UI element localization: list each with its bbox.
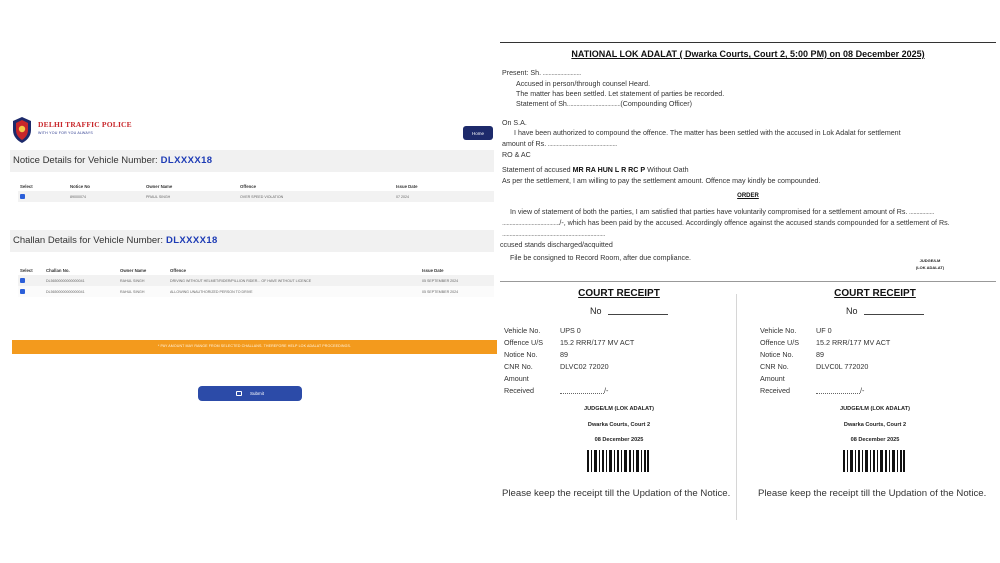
table-row[interactable] [18,286,494,297]
vehicle-value: UPS 0 [560,326,581,335]
receipt-court: Dwarka Courts, Court 2 [843,422,907,428]
submit-label: Submit [249,390,264,396]
cnr-label: CNR No. [760,362,789,371]
receipt-note: Please keep the receipt till the Updation of the Notice. [502,488,731,499]
challan-section-header [10,230,494,252]
traffic-portal-panel [8,112,492,412]
notice-section-title: Notice Details for Vehicle Number: [13,155,158,166]
receipt-date: 08 December 2025 [850,437,900,443]
owner-cell: RAHUL SINGH [118,275,168,286]
present-line: Present: Sh. [502,69,542,77]
accused-statement-line: As per the settlement, I am willing to pay the settlement amount. Offence may kindly be compounded. [502,177,821,185]
lok-adalat-document: NATIONAL LOK ADALAT ( Dwarka Courts, Court 2, 5:00 PM) on 08 December 2025) Present: Sh. .......................... Accused in person/through counsel Heard. The matter has been settled. Let statement of parties be recorded. Statement of Sh....................................(Compounding Officer) On S.A. I have been authorized to compound the offence. The matter has been settled with the accused in Lok Adalat for settlement amount of Rs. ............................................... RO & AC Statement of accused MR RA HUN L R RC P Without Oath As per the settlement, I am willing to pay the settlement amount. Offence may kindly be compounded. ORDER In view of statement of both the parties, I am satisfied that parties have voluntarily compromised for a settlement amount of Rs. ................. ......................................./-, which has been paid by the accused. Accordingly offence against the accused stands compounded for a settlement of Rs. ...................................................................... ccused stands discharged/acquitted File be consigned to Record Room, after due compliance. JUDGE/LM (LOK ADALAT) COURT RECEIPT No Vehicle No. UPS 0 Offence U/S 15.2 RRR/177 MV ACT Notice No. 89 CNR No. DLVC02 72020 Amount Received /- JUDGE/LM (LOK ADALAT) Dwarka Courts, Court 2 08 December 2025 Please keep the receipt till the Updation of the Notice. COURT RECEIPT No Vehicle No. UF 0 Offence U/S 15.2 RRR/177 MV ACT Notice No. 89 CNR No. DLVC0L 772020 Amount Received /- JUDGE/LM (LOK ADALAT) Dwarka Courts, Court 2 08 December 2025 Please keep the receipt till the Updation of the Notice. [498,40,998,520]
section-divider [500,281,996,282]
portal-header [8,112,492,146]
submit-button[interactable] [198,386,302,401]
judge-signature-sub: (LOK ADALAT) [915,265,945,270]
notice-banner [12,340,497,354]
date-cell: 05 SEPTEMBER 2024 [420,275,494,286]
challan-table-header [18,266,494,275]
received-label: Received [760,386,790,395]
challan-table [18,266,494,297]
court-receipt [756,288,994,520]
row-checkbox[interactable] [20,289,25,294]
ro-ac-line: RO & AC [502,151,531,159]
col-offence: Offence [240,184,256,189]
col-offence: Offence [170,268,186,273]
order-label: ORDER [737,193,759,199]
notice-table-header [18,182,494,191]
on-sa-line: On S.A. [502,119,527,127]
vehicle-value: UF 0 [816,326,832,335]
order-heading: NATIONAL LOK ADALAT ( Dwarka Courts, Court 2, 5:00 PM) on 08 December 2025) [571,49,925,59]
date-cell: 05 SEPTEMBER 2024 [420,286,494,297]
notice-banner-text: * PAY AMOUNT MAY RANGE FROM SELECTED CHALLANS. THEREFORE HELP LOK ADALAT PROCEEDINGS. [157,344,352,348]
date-cell: 07 2024 [394,191,494,202]
col-owner-name: Owner Name [146,184,173,189]
owner-cell: PRAUL SINGH [144,191,238,202]
notice-value: 89 [560,350,568,359]
table-row[interactable] [18,275,494,286]
notice-label: Notice No. [760,350,794,359]
challan-no-cell: DL56500000000000041 [44,286,118,297]
col-owner-name: Owner Name [120,268,147,273]
without-oath: Without Oath [647,166,689,174]
amount-label: Amount [504,374,529,383]
statement-line-tail: (Compounding Officer) [620,100,692,108]
row-checkbox[interactable] [20,278,25,283]
compound-para-line1: I have been authorized to compound the offence. The matter has been settled with the accused in Lok Adalat for settlement [514,129,901,137]
top-rule [500,42,996,43]
notice-no-cell: 89000074 [68,191,144,202]
barcode-icon [843,450,905,472]
notice-vehicle-number: DLXXXX18 [160,155,213,166]
notice-table [18,182,494,202]
vehicle-label: Vehicle No. [760,326,797,335]
amount-label: Amount [760,374,785,383]
received-tail: /- [604,386,609,395]
court-receipt [500,288,738,520]
receipt-note: Please keep the receipt till the Updation of the Notice. [758,488,987,499]
challan-no-cell: DL56500000000000041 [44,275,118,286]
order-para-line3: ccused stands discharged/acquitted [500,241,613,249]
judge-signature: JUDGE/LM [919,258,941,263]
accused-name: MR RA HUN L R RC P [572,166,646,174]
col-issue-date: Issue Date [396,184,418,189]
receipt-title: COURT RECEIPT [834,288,916,299]
receipt-no-label: No [590,306,602,316]
offence-cell: DRIVING WITHOUT HELMET/RIDER/PILLION RIDER... OF HAVE WITHOUT LICENCE [168,275,420,286]
cnr-label: CNR No. [504,362,533,371]
compound-para-line2: amount of Rs. [502,140,547,148]
home-button[interactable]: Home [463,126,493,140]
col-issue-date: Issue Date [422,268,444,273]
col-challan-no: Challan No. [46,268,70,273]
logo-title: DELHI TRAFFIC POLICE [38,120,132,129]
challan-section-title: Challan Details for Vehicle Number: [13,235,163,246]
cnr-value: DLVC02 72020 [560,362,609,371]
receipt-court: Dwarka Courts, Court 2 [587,422,651,428]
received-label: Received [504,386,534,395]
offence-cell: ALLOWING UNAUTHORIZED PERSON TO DRIVE [168,286,420,297]
receipt-no-label: No [846,306,858,316]
notice-section-header [10,150,494,172]
printer-icon [236,391,242,396]
police-emblem-icon [10,116,34,144]
order-para-line1: In view of statement of both the parties, I am satisfied that parties have voluntarily compromised for a settlement amount of Rs. [510,208,908,216]
dtp-logo [10,116,132,144]
receipt-judge: JUDGE/LM (LOK ADALAT) [840,406,910,412]
logo-tagline: WITH YOU FOR YOU ALWAYS [38,131,93,135]
challan-vehicle-number: DLXXXX18 [165,235,218,246]
offence-cell: OVER SPEED VIOLATION [238,191,394,202]
offence-label: Offence U/S [504,338,544,347]
receipt-judge: JUDGE/LM (LOK ADALAT) [584,406,654,412]
receipt-date: 08 December 2025 [594,437,644,443]
statement-line: Statement of Sh. [516,100,569,108]
offence-label: Offence U/S [760,338,800,347]
accused-line: Accused in person/through counsel Heard. [516,80,651,88]
vehicle-label: Vehicle No. [504,326,541,335]
barcode-icon [587,450,649,472]
order-para-line2: /-, which has been paid by the accused. Accordingly offence against the accused stands compounded for a settlement of Rs. [559,219,950,227]
col-select: Select [20,184,33,189]
table-row[interactable] [18,191,494,202]
col-notice-no: Notice No [70,184,91,189]
col-select: Select [20,268,33,273]
offence-value: 15.2 RRR/177 MV ACT [560,338,635,347]
cnr-value: DLVC0L 772020 [816,362,869,371]
notice-label: Notice No. [504,350,538,359]
row-checkbox[interactable] [20,194,25,199]
offence-value: 15.2 RRR/177 MV ACT [816,338,891,347]
owner-cell: RAHUL SINGH [118,286,168,297]
received-tail: /- [860,386,865,395]
notice-value: 89 [816,350,824,359]
consign-line: File be consigned to Record Room, after due compliance. [510,254,691,262]
accused-statement-label: Statement of accused [502,166,571,174]
receipt-title: COURT RECEIPT [578,288,660,299]
settled-line: The matter has been settled. Let statement of parties be recorded. [516,90,725,98]
